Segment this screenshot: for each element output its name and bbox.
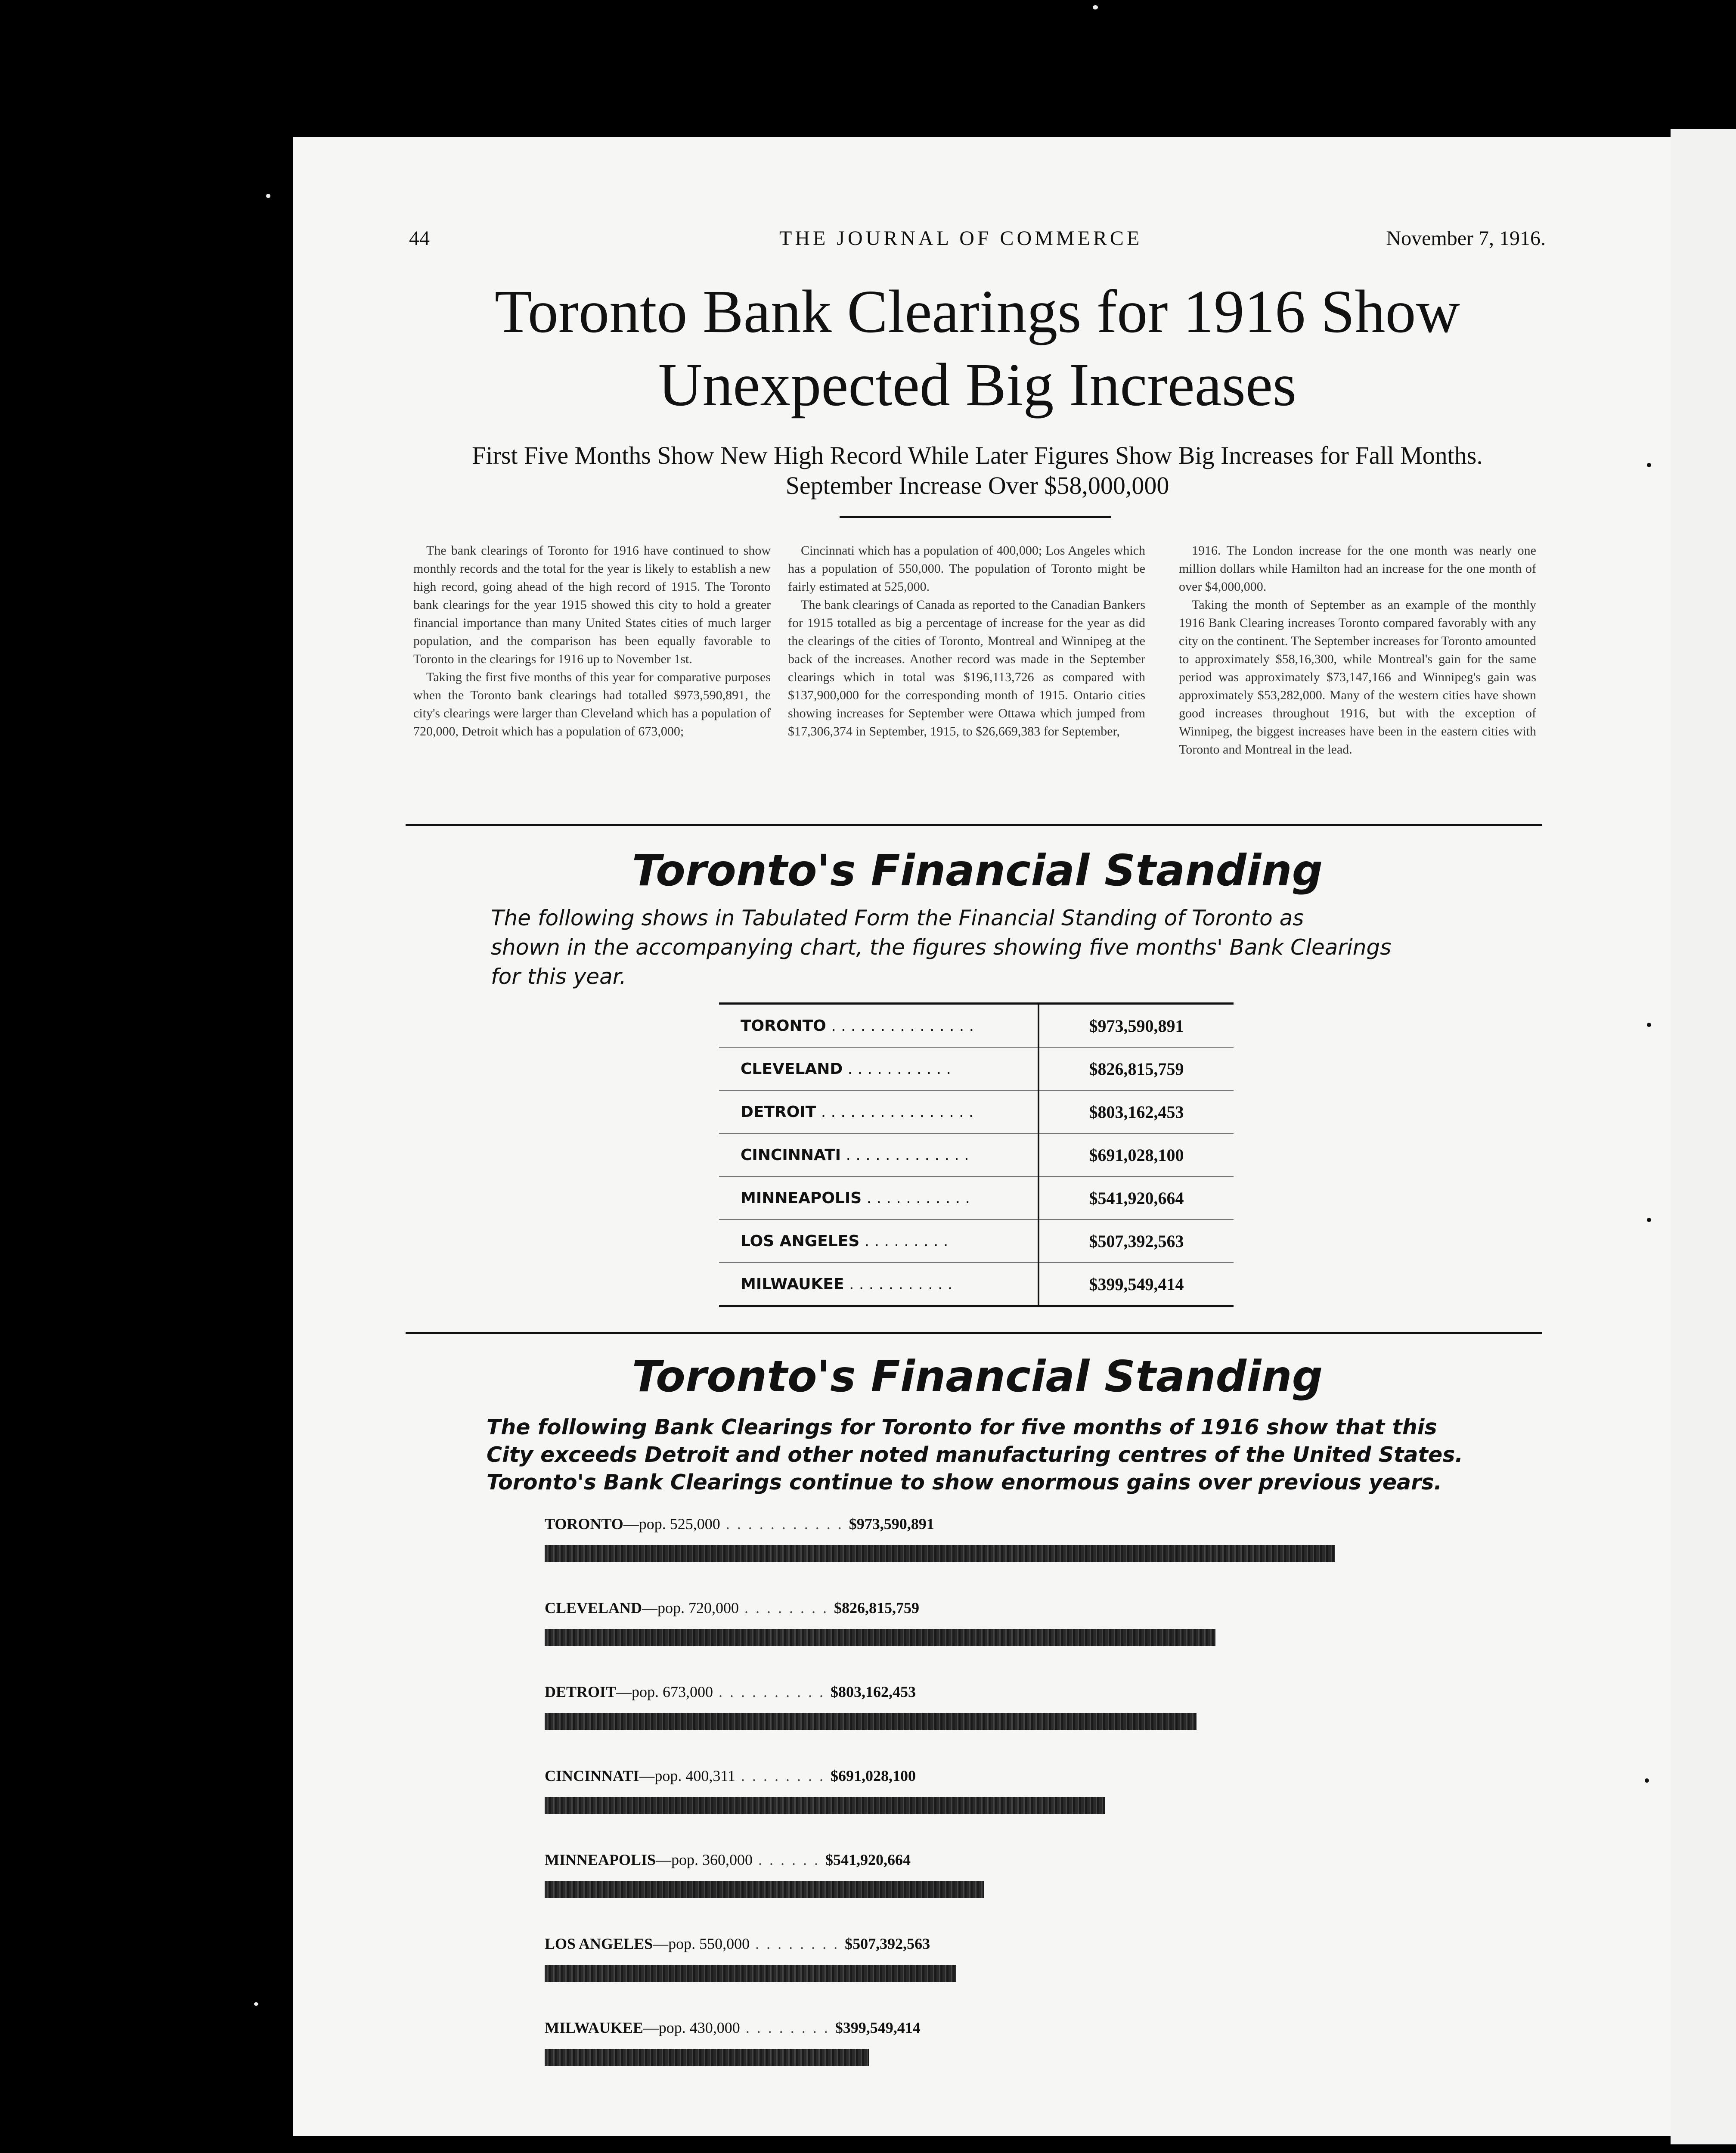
leader-dots: . . . . . . . . . . . . . . .	[826, 1017, 974, 1035]
amount-cell: $399,549,414	[1089, 1274, 1184, 1294]
amount-cell: $826,815,759	[1038, 1047, 1234, 1090]
bar-label	[545, 1767, 916, 1785]
bar-value-label: $691,028,100	[831, 1767, 916, 1784]
bar-population-label: —pop. 673,000	[616, 1683, 713, 1700]
amount-cell: $507,392,563	[1038, 1219, 1234, 1263]
city-cell	[719, 1004, 1038, 1048]
headline-title: Toronto Bank Clearings for 1916 Show Unexpected Big Increases	[494, 277, 1460, 419]
leader-dots: . . . . . . . .	[735, 1767, 831, 1784]
page-mark	[1647, 463, 1651, 467]
amount-cell: $803,162,453	[1038, 1090, 1234, 1133]
city-cell	[719, 1047, 1038, 1090]
bar-cleveland	[545, 1629, 1215, 1646]
bar-value-label: $507,392,563	[845, 1935, 930, 1952]
city-name: DETROIT	[741, 1103, 816, 1121]
film-speck	[266, 194, 270, 198]
page-mark	[1647, 1218, 1651, 1222]
bar-city-label: DETROIT	[545, 1683, 617, 1700]
newspaper-page	[293, 137, 1671, 2136]
bar-value-label: $803,162,453	[831, 1683, 916, 1700]
leader-dots: . . . . . .	[753, 1851, 826, 1868]
issue-date: November 7, 1916.	[1386, 227, 1546, 250]
bar-city-label: CINCINNATI	[545, 1767, 639, 1784]
city-name: TORONTO	[741, 1017, 826, 1035]
article-column-2	[788, 542, 1145, 741]
section1-title: Toronto's Financial Standing	[632, 845, 1323, 896]
section1-desc-line: for this year.	[491, 964, 626, 989]
film-speck	[1093, 5, 1098, 9]
clearings-bar-chart	[545, 1515, 1363, 2109]
bar-population-label: —pop. 400,311	[639, 1767, 736, 1784]
subtitle-line-2: September Increase Over $58,000,000	[785, 472, 1169, 499]
leader-dots: . . . . . . . . . . .	[844, 1275, 953, 1293]
section-divider	[406, 824, 1542, 826]
journal-name: THE JOURNAL OF COMMERCE	[779, 227, 1143, 250]
bar-label	[545, 1683, 916, 1701]
article-paragraph: Cincinnati which has a population of 400,000; Los Angeles which has a population of 550,000. The population of Toronto might be fairly estimated at 525,000.	[788, 543, 1145, 594]
city-name: CLEVELAND	[741, 1060, 843, 1078]
bar-city-label: MILWAUKEE	[545, 2019, 643, 2036]
bar-population-label: —pop. 550,000	[653, 1935, 750, 1952]
article-paragraph: The bank clearings of Toronto for 1916 have continued to show monthly records and the total for the year is likely to establish a new high record, going ahead of the high record of 1915. The Toronto bank clearings for the year 1915 showed this city to hold a greater financial importance than many United States cities of much larger population, and the comparison has been equally favorable to Toronto in the clearings for 1916 up to November 1st.	[413, 543, 771, 666]
article-column-1	[413, 542, 771, 741]
article-paragraph: The bank clearings of Canada as reported to the Canadian Bankers for 1915 totalled as big a percentage of increase for the year as did the clearings of the cities of Toronto, Montreal and Winnipeg at the back of the increases. Another record was made in the September clearings which in total was $196,113,726 as compared with $137,900,000 for the corresponding month of 1915. Ontario cities showing increases for September were Ottawa which jumped from $17,306,374 in September, 1915, to $26,669,383 for September,	[788, 598, 1145, 738]
bar-value-label: $826,815,759	[834, 1599, 920, 1616]
city-cell	[719, 1219, 1038, 1263]
bar-population-label: —pop. 360,000	[656, 1851, 753, 1868]
bar-city-label: CLEVELAND	[545, 1599, 642, 1616]
leader-dots: . . . . . . . . .	[859, 1232, 949, 1250]
city-cell	[719, 1090, 1038, 1133]
bar-value-label: $541,920,664	[825, 1851, 911, 1868]
bar-detroit	[545, 1713, 1197, 1730]
bar-population-label: —pop. 430,000	[643, 2019, 740, 2036]
table-row	[719, 1263, 1234, 1306]
section2-desc-line: City exceeds Detroit and other noted manufacturing centres of the United States.	[487, 1443, 1463, 1467]
table-row	[719, 1176, 1234, 1219]
city-cell	[719, 1263, 1038, 1306]
city-name: CINCINNATI	[741, 1146, 841, 1164]
leader-dots: . . . . . . . .	[740, 2019, 835, 2036]
section1-desc-line: shown in the accompanying chart, the figures showing five months' Bank Clearings	[491, 935, 1392, 960]
bar-city-label: MINNEAPOLIS	[545, 1851, 656, 1868]
page-header	[409, 226, 1546, 252]
leader-dots: . . . . . . . . . . .	[843, 1060, 951, 1078]
title-rule	[840, 516, 1111, 518]
page-mark	[1645, 1778, 1649, 1783]
page-number: 44	[409, 227, 430, 250]
bar-milwaukee	[545, 2049, 869, 2066]
article-column-3	[1179, 542, 1536, 759]
clearings-table	[719, 1002, 1234, 1307]
table-row	[719, 1047, 1234, 1090]
city-cell	[719, 1176, 1038, 1219]
leader-dots: . . . . . . . .	[739, 1599, 834, 1616]
leader-dots: . . . . . . . . . . . . .	[841, 1146, 969, 1164]
section2-desc-line: Toronto's Bank Clearings continue to show enormous gains over previous years.	[487, 1470, 1442, 1495]
leader-dots: . . . . . . . . . . . . . . . .	[816, 1103, 974, 1121]
bar-city-label: LOS ANGELES	[545, 1935, 653, 1952]
leader-dots: . . . . . . . . . .	[713, 1683, 831, 1700]
table-row	[719, 1004, 1234, 1048]
bar-label	[545, 1935, 930, 1953]
article-paragraph: 1916. The London increase for the one month was nearly one million dollars while Hamilton had an increase for the one month of over $4,000,000.	[1179, 543, 1536, 594]
bar-los-angeles	[545, 1965, 956, 1982]
bar-minneapolis	[545, 1881, 984, 1898]
leader-dots: . . . . . . . . . . .	[862, 1189, 970, 1207]
amount-cell: $973,590,891	[1038, 1004, 1234, 1048]
city-cell	[719, 1133, 1038, 1176]
section-divider	[406, 1332, 1542, 1334]
leader-dots: . . . . . . . . . . .	[720, 1515, 849, 1533]
page-mark	[1647, 1023, 1651, 1027]
film-speck	[254, 2002, 258, 2006]
bar-value-label: $399,549,414	[835, 2019, 921, 2036]
section1-description	[491, 903, 1391, 991]
amount-cell: $691,028,100	[1038, 1133, 1234, 1176]
amount-cell: $541,920,664	[1038, 1176, 1234, 1219]
bar-label	[545, 1599, 919, 1617]
bar-population-label: —pop. 525,000	[623, 1515, 720, 1533]
headline-subtitle	[400, 441, 1554, 501]
bar-cincinnati	[545, 1797, 1105, 1814]
article-paragraph: Taking the first five months of this year for comparative purposes when the Toronto bank clearings had totalled $973,590,891, the city's clearings were larger than Cleveland which has a population of 720,000, Detroit which has a population of 673,000;	[413, 670, 771, 738]
section2-title: Toronto's Financial Standing	[632, 1351, 1323, 1402]
section2-desc-line: The following Bank Clearings for Toronto for five months of 1916 show that this	[487, 1415, 1437, 1439]
table-row	[719, 1090, 1234, 1133]
bar-city-label: TORONTO	[545, 1515, 623, 1533]
section1-desc-line: The following shows in Tabulated Form the Financial Standing of Toronto as	[491, 906, 1304, 931]
table-row	[719, 1219, 1234, 1263]
bar-label	[545, 2019, 921, 2037]
city-name: MINNEAPOLIS	[741, 1189, 862, 1207]
bar-population-label: —pop. 720,000	[642, 1599, 739, 1616]
bar-toronto	[545, 1545, 1335, 1562]
bar-value-label: $973,590,891	[849, 1515, 934, 1533]
table-row	[719, 1133, 1234, 1176]
adjacent-page-edge	[1671, 129, 1736, 2144]
subtitle-line-1: First Five Months Show New High Record While Later Figures Show Big Increases for Fall Months.	[472, 441, 1483, 469]
bar-label	[545, 1851, 911, 1869]
bar-label	[545, 1515, 934, 1533]
city-name: MILWAUKEE	[741, 1275, 844, 1293]
leader-dots: . . . . . . . .	[750, 1935, 845, 1952]
city-name: LOS ANGELES	[741, 1232, 860, 1250]
article-paragraph: Taking the month of September as an example of the monthly 1916 Bank Clearing increases Toronto compared favorably with any city on the continent. The September increases for Toronto amounted to approximately $58,16,300, while Montreal's gain for the same period was approximately $73,147,166 and Winnipeg's gain was approximately $53,282,000. Many of the western cities have shown good increases throughout 1916, but with the exception of Winnipeg, the biggest increases have been in the eastern cities with Toronto and Montreal in the lead.	[1179, 598, 1536, 757]
section2-description	[487, 1414, 1463, 1496]
